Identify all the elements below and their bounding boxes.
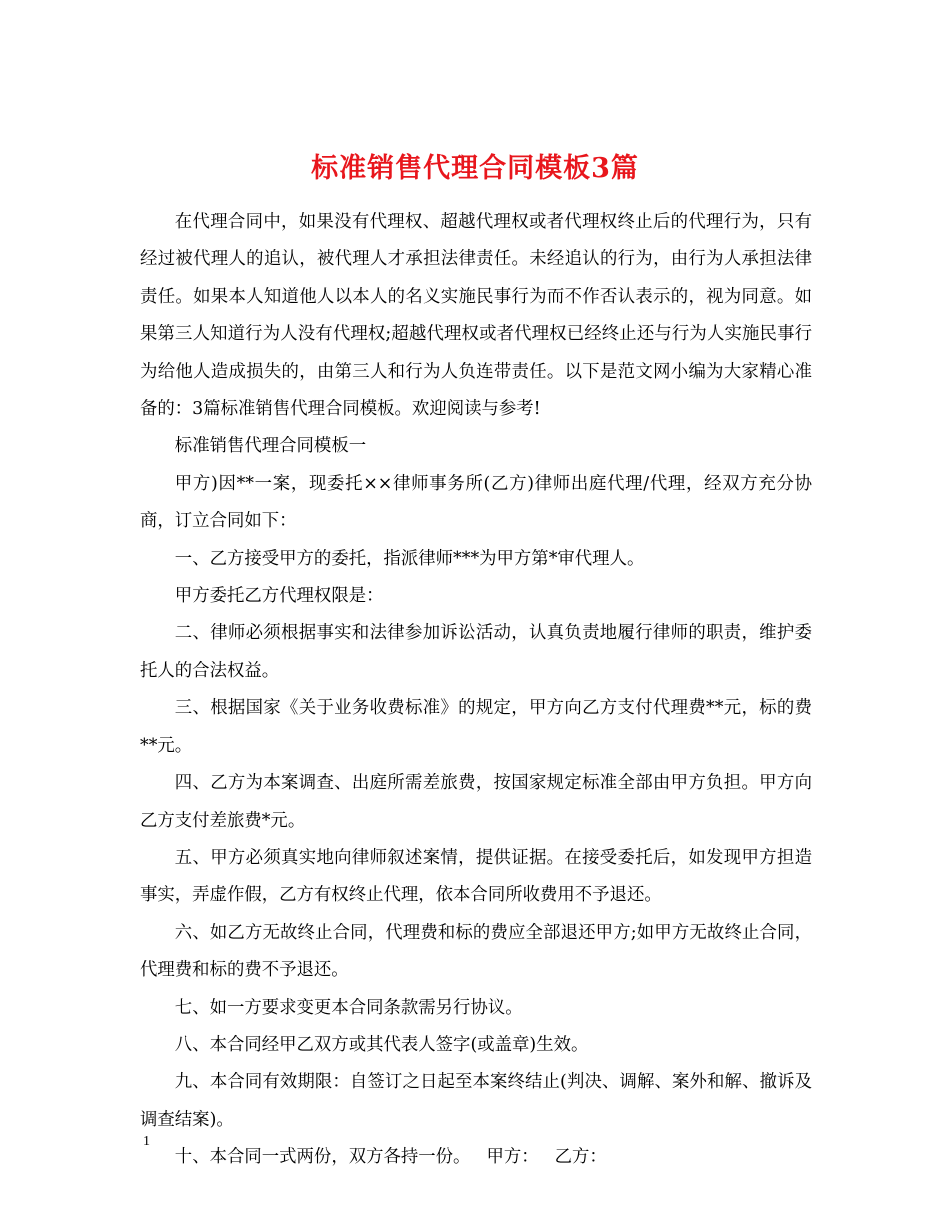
section-heading: 标准销售代理合同模板一 [174,436,367,457]
clause-2: 二、律师必须根据事实和法律参加诉讼活动，认真负责地履行律师的职责，维护委托人的合法权益。 [140,623,812,681]
clause-9: 九、本合同有效期限：自签订之日起至本案终结止(判决、调解、案外和解、撤诉及调查结案)。 [140,1072,812,1130]
authority-scope: 甲方委托乙方代理权限是： [174,586,384,607]
clause-3: 三、根据国家《关于业务收费标准》的规定，甲方向乙方支付代理费**元，标的费**元。 [140,698,812,756]
contract-preamble: 甲方)因**一案，现委托××律师事务所(乙方)律师出庭代理/代理，经双方充分协商，订立合同如下： [140,473,812,532]
clause-10-text: 十、本合同一式两份，双方各持一份。 [174,1147,471,1168]
document-body [140,204,812,1177]
clause-10 [140,1139,812,1176]
clause-7: 七、如一方要求变更本合同条款需另行协议。 [174,997,523,1018]
clause-4: 四、乙方为本案调查、出庭所需差旅费，按国家规定标准全部由甲方负担。甲方向乙方支付差旅费*元。 [140,773,812,831]
clause-8: 八、本合同经甲乙双方或其代表人签字(或盖章)生效。 [174,1034,589,1055]
party-b-label: 乙方： [554,1147,607,1168]
party-a-label: 甲方： [486,1147,539,1168]
document-title: 标准销售代理合同模板3篇 [311,153,639,185]
clause-5: 五、甲方必须真实地向律师叙述案情，提供证据。在接受委托后，如发现甲方担造事实，弄虚作假，乙方有权终止代理，依本合同所收费用不予退还。 [140,847,812,906]
intro-paragraph: 在代理合同中，如果没有代理权、超越代理权或者代理权终止后的代理行为，只有经过被代理人的追认，被代理人才承担法律责任。未经追认的行为，由行为人承担法律责任。如果本人知道他人以本人的名义实施民事行为而不作否认表示的，视为同意。如果第三人知道行为人没有代理权;超越代理权或者代理权已经终止还与行为人实施民事行为给他人造成损失的，由第三人和行为人负连带责任。以下是范文网小编为大家精心准备的：3篇标准销售代理合同模板。欢迎阅读与参考! [140,212,812,420]
clause-6: 六、如乙方无故终止合同，代理费和标的费应全部退还甲方;如甲方无故终止合同，代理费和标的费不予退还。 [140,922,812,981]
page-number: 1 [143,1134,150,1149]
clause-1: 一、乙方接受甲方的委托，指派律师***为甲方第*审代理人。 [174,548,645,569]
